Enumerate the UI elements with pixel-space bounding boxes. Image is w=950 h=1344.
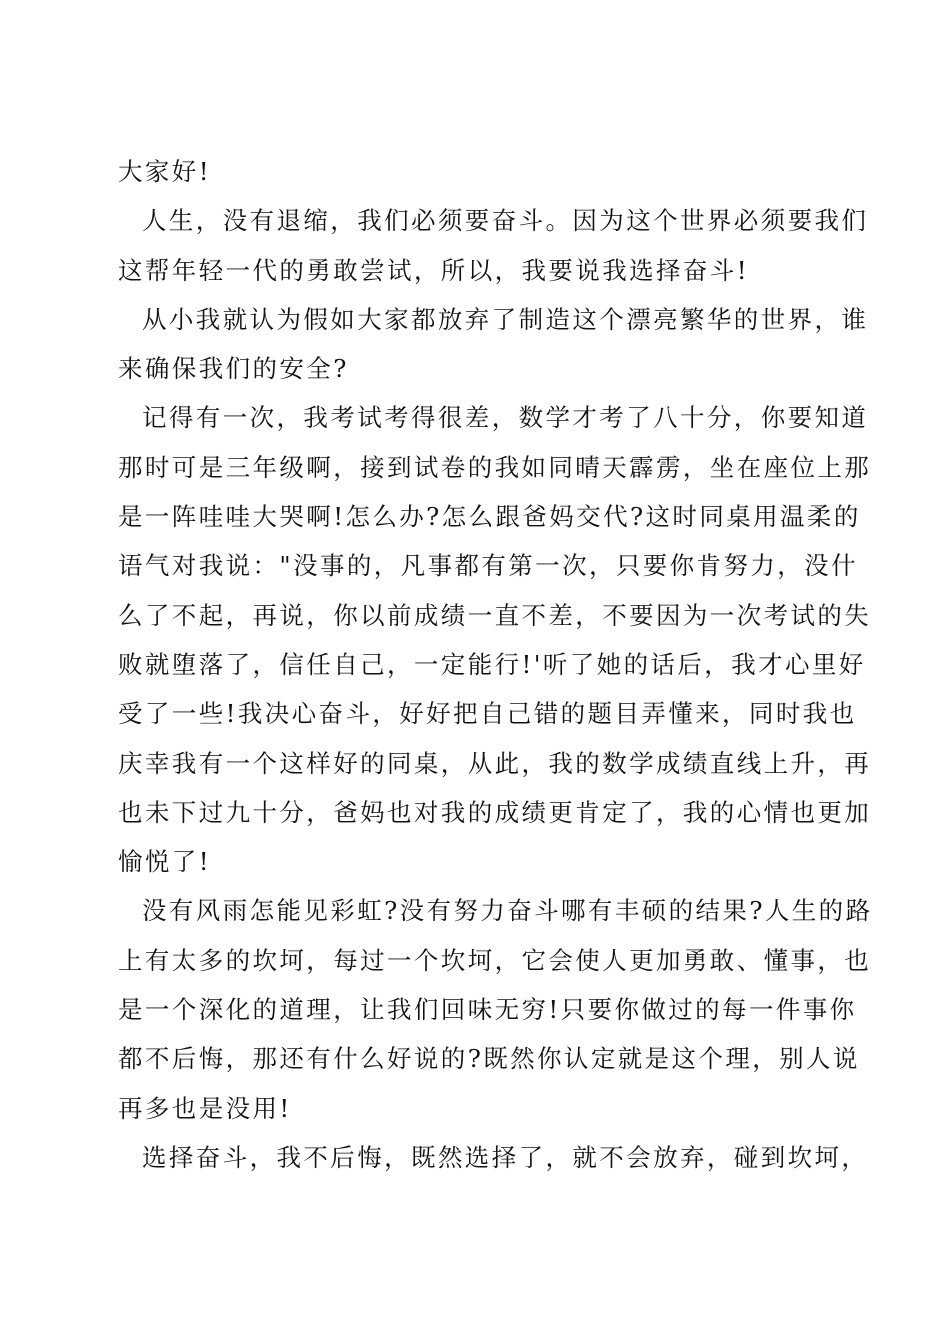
text-line: 语气对我说："没事的，凡事都有第一次，只要你肯努力，没什: [118, 551, 858, 581]
text-line: 来确保我们的安全?: [118, 354, 349, 384]
text-line: 上有太多的坎坷，每过一个坎坷，它会使人更加勇敢、懂事，也: [118, 945, 872, 975]
text-line: 么了不起，再说，你以前成绩一直不差，不要因为一次考试的失: [118, 600, 872, 630]
text-line: 那时可是三年级啊，接到试卷的我如同晴天霹雳，坐在座位上那: [118, 452, 872, 482]
text-line: 这帮年轻一代的勇敢尝试，所以，我要说我选择奋斗!: [118, 255, 749, 285]
text-line: 也未下过九十分，爸妈也对我的成绩更肯定了，我的心情也更加: [118, 797, 872, 827]
text-line: 都不后悔，那还有什么好说的?既然你认定就是这个理，别人说: [118, 1044, 860, 1074]
text-line: 受了一些!我决心奋斗，好好把自己错的题目弄懂来，同时我也: [118, 699, 857, 729]
text-line: 是一阵哇哇大哭啊!怎么办?怎么跟爸妈交代?这时同桌用温柔的: [118, 502, 861, 532]
text-line: 败就堕落了，信任自己，一定能行!'听了她的话后，我才心里好: [118, 649, 866, 679]
text-line: 记得有一次，我考试考得很差，数学才考了八十分，你要知道: [142, 403, 869, 433]
text-line: 是一个深化的道理，让我们回味无穷!只要你做过的每一件事你: [118, 995, 857, 1025]
text-line: 选择奋斗，我不后悔，既然选择了，就不会放弃，碰到坎坷，: [142, 1142, 869, 1172]
text-line: 从小我就认为假如大家都放弃了制造这个漂亮繁华的世界，谁: [142, 304, 869, 334]
text-line: 人生，没有退缩，我们必须要奋斗。因为这个世界必须要我们: [142, 206, 869, 236]
document-body: [118, 147, 873, 1182]
text-line: 没有风雨怎能见彩虹?没有努力奋斗哪有丰硕的结果?人生的路: [142, 896, 873, 926]
text-line: 愉悦了!: [118, 847, 211, 877]
text-line: 再多也是没用!: [118, 1093, 292, 1123]
text-line: 大家好!: [118, 157, 211, 186]
text-line: 庆幸我有一个这样好的同桌，从此，我的数学成绩直线上升，再: [118, 748, 872, 778]
